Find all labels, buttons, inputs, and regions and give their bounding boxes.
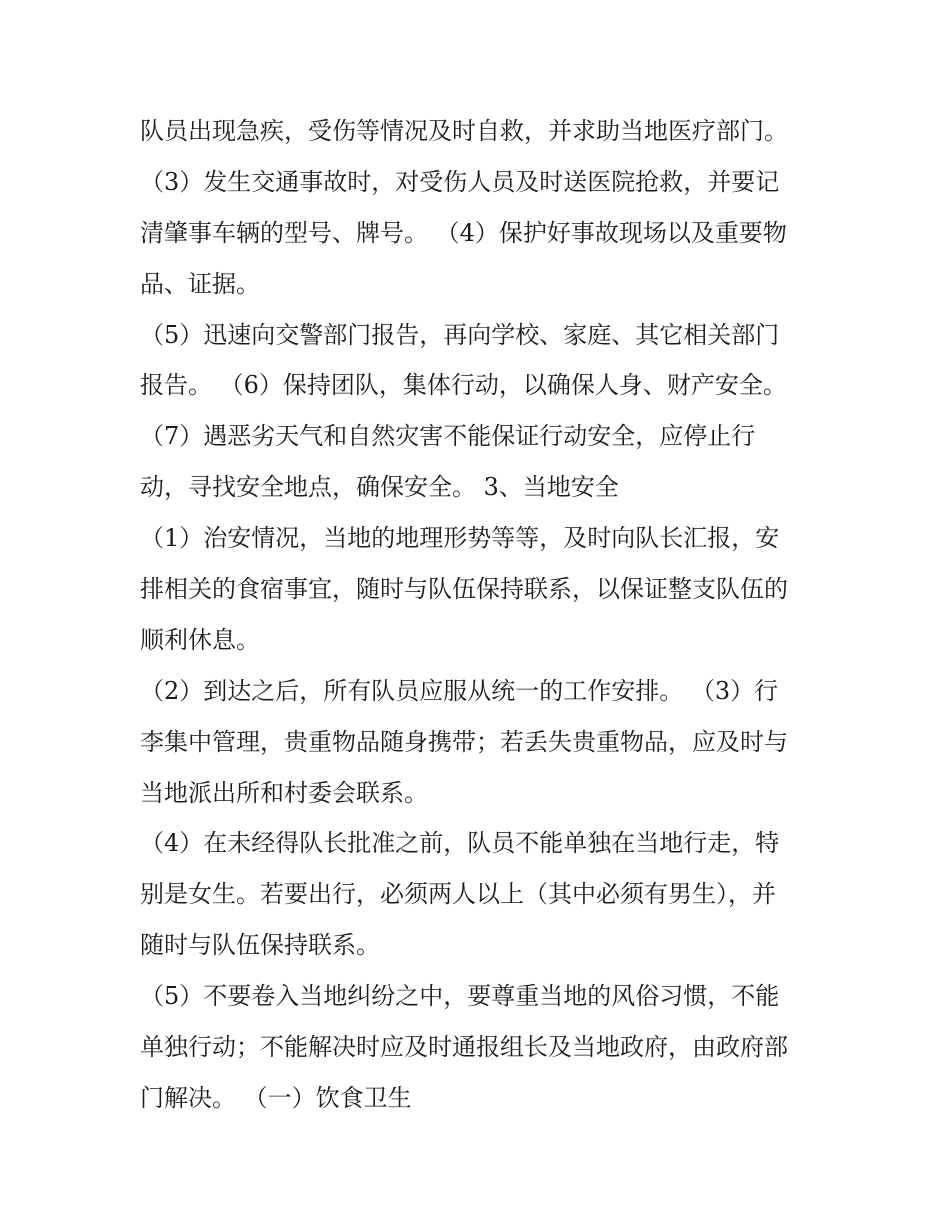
text-line: 品、证据。 — [140, 269, 260, 298]
text-line: （7）遇恶劣天气和自然灾害不能保证行动安全，应停止行 — [140, 422, 756, 451]
text-line: 报告。 （6）保持团队，集体行动，以确保人身、财产安全。 — [140, 371, 787, 400]
text-line: （3）发生交通事故时，对受伤人员及时送医院抢救，并要记 — [140, 167, 780, 196]
text-line: 顺利休息。 — [140, 625, 260, 654]
text-line: 清肇事车辆的型号、牌号。 （4）保护好事故现场以及重要物 — [140, 218, 787, 247]
text-line: 单独行动；不能解决时应及时通报组长及当地政府，由政府部 — [140, 1033, 788, 1062]
text-line: 门解决。 （一）饮食卫生 — [140, 1083, 412, 1112]
text-line: （5）不要卷入当地纠纷之中，要尊重当地的风俗习惯，不能 — [140, 982, 780, 1011]
text-line: （5）迅速向交警部门报告，再向学校、家庭、其它相关部门 — [140, 320, 780, 349]
text-line: （1）治安情况，当地的地理形势等等，及时向队长汇报，安 — [140, 524, 780, 553]
text-line: （2）到达之后，所有队员应服从统一的工作安排。 （3）行 — [140, 676, 779, 705]
text-line: 当地派出所和村委会联系。 — [140, 778, 428, 807]
text-line: 队员出现急疾，受伤等情况及时自救，并求助当地医疗部门。 — [140, 117, 788, 145]
text-line: 李集中管理，贵重物品随身携带；若丢失贵重物品，应及时与 — [140, 727, 788, 756]
text-line: 动，寻找安全地点，确保安全。 3、当地安全 — [140, 473, 619, 502]
text-line: 排相关的食宿事宜，随时与队伍保持联系，以保证整支队伍的 — [140, 575, 788, 604]
text-line: （4）在未经得队长批准之前，队员不能单独在当地行走，特 — [140, 829, 780, 858]
body-text — [140, 106, 820, 1124]
text-line: 随时与队伍保持联系。 — [140, 931, 380, 960]
text-line: 别是女生。若要出行，必须两人以上（其中必须有男生），并 — [140, 880, 776, 909]
